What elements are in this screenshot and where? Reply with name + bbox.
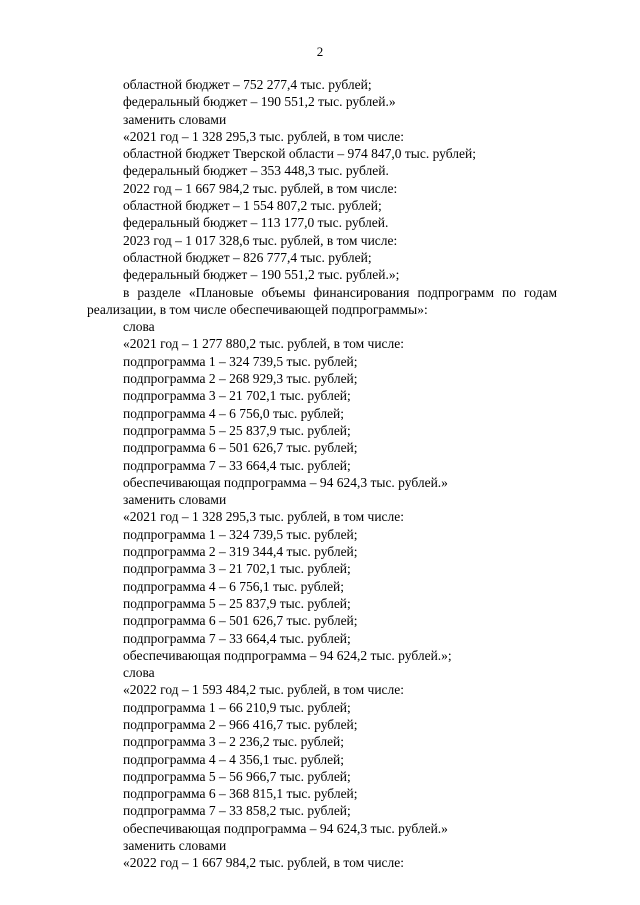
text-line: подпрограмма 5 – 25 837,9 тыс. рублей; <box>123 422 351 438</box>
text-line: «2021 год – 1 328 295,3 тыс. рублей, в том числе: <box>123 509 405 525</box>
text-line: подпрограмма 1 – 324 739,5 тыс. рублей; <box>123 526 358 542</box>
text-line: подпрограмма 7 – 33 664,4 тыс. рублей; <box>123 457 351 473</box>
paragraph: в разделе «Плановые объемы финансирования подпрограмм по годам реализации, в том числе обеспечивающей подпрограммы»: <box>87 284 557 317</box>
text-line: заменить словами <box>123 111 227 127</box>
text-line: подпрограмма 3 – 21 702,1 тыс. рублей; <box>123 388 351 404</box>
document-body <box>87 76 557 872</box>
text-line: обеспечивающая подпрограмма – 94 624,3 тыс. рублей.» <box>123 474 448 490</box>
text-line: подпрограмма 7 – 33 858,2 тыс. рублей; <box>123 803 351 819</box>
text-line: обеспечивающая подпрограмма – 94 624,2 тыс. рублей.»; <box>123 647 452 663</box>
text-line: подпрограмма 2 – 268 929,3 тыс. рублей; <box>123 371 358 387</box>
text-line: подпрограмма 4 – 6 756,0 тыс. рублей; <box>123 405 345 421</box>
text-line: подпрограмма 7 – 33 664,4 тыс. рублей; <box>123 630 351 646</box>
page-number: 2 <box>316 44 324 59</box>
text-line: подпрограмма 4 – 6 756,1 тыс. рублей; <box>123 578 345 594</box>
text-line: подпрограмма 1 – 324 739,5 тыс. рублей; <box>123 353 358 369</box>
text-line: подпрограмма 5 – 25 837,9 тыс. рублей; <box>123 595 351 611</box>
text-line: подпрограмма 6 – 501 626,7 тыс. рублей; <box>123 440 358 456</box>
text-line: слова <box>123 319 155 335</box>
text-line: «2022 год – 1 667 984,2 тыс. рублей, в том числе: <box>123 855 405 871</box>
text-line: областной бюджет – 1 554 807,2 тыс. рублей; <box>123 198 382 214</box>
text-line: подпрограмма 3 – 2 236,2 тыс. рублей; <box>123 734 345 750</box>
text-line: федеральный бюджет – 190 551,2 тыс. рублей.»; <box>123 267 400 283</box>
text-line: обеспечивающая подпрограмма – 94 624,3 тыс. рублей.» <box>123 820 448 836</box>
text-line: подпрограмма 6 – 501 626,7 тыс. рублей; <box>123 613 358 629</box>
text-line: подпрограмма 3 – 21 702,1 тыс. рублей; <box>123 561 351 577</box>
text-line: областной бюджет – 752 277,4 тыс. рублей; <box>123 77 372 92</box>
text-line: федеральный бюджет – 353 448,3 тыс. рублей. <box>123 163 389 179</box>
text-line: областной бюджет Тверской области – 974 847,0 тыс. рублей; <box>123 146 476 162</box>
text-line: областной бюджет – 826 777,4 тыс. рублей; <box>123 249 372 265</box>
text-line: 2023 год – 1 017 328,6 тыс. рублей, в том числе: <box>123 232 398 248</box>
text-line: федеральный бюджет – 190 551,2 тыс. рублей.» <box>123 94 396 110</box>
text-line: «2021 год – 1 277 880,2 тыс. рублей, в том числе: <box>123 336 405 352</box>
text-line: слова <box>123 665 155 681</box>
text-line: «2022 год – 1 593 484,2 тыс. рублей, в том числе: <box>123 682 405 698</box>
text-line: подпрограмма 1 – 66 210,9 тыс. рублей; <box>123 699 351 715</box>
text-line: подпрограмма 6 – 368 815,1 тыс. рублей; <box>123 786 358 802</box>
text-line: подпрограмма 2 – 319 344,4 тыс. рублей; <box>123 544 358 560</box>
text-line: 2022 год – 1 667 984,2 тыс. рублей, в том числе: <box>123 180 398 196</box>
text-line: подпрограмма 5 – 56 966,7 тыс. рублей; <box>123 768 351 784</box>
text-line: заменить словами <box>123 838 227 854</box>
text-line: «2021 год – 1 328 295,3 тыс. рублей, в том числе: <box>123 128 405 144</box>
text-line: подпрограмма 2 – 966 416,7 тыс. рублей; <box>123 716 358 732</box>
text-line: заменить словами <box>123 492 227 508</box>
text-line: федеральный бюджет – 113 177,0 тыс. рублей. <box>123 215 389 231</box>
text-line: подпрограмма 4 – 4 356,1 тыс. рублей; <box>123 751 345 767</box>
